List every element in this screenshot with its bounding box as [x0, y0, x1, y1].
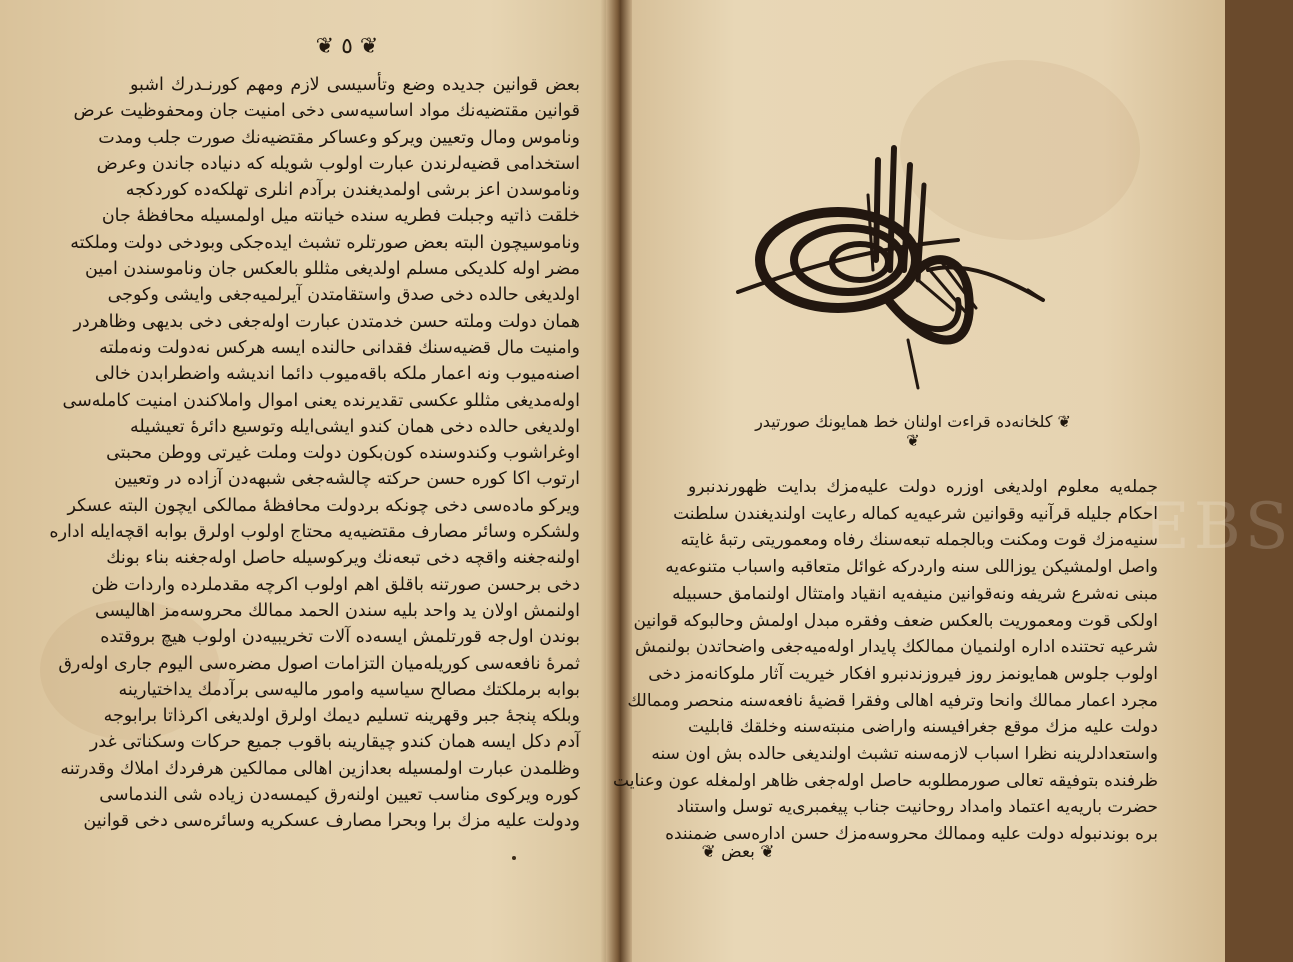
text-line: سنیه‌مزك قوت ومكنت وبالجمله تبعه‌سنك رفاه ومعموریتی رتبهٔ غایته — [680, 530, 1158, 551]
text-line: استخدامی قضیه‌لرندن عبارت اولوب شویله كه دنیاده جاندن وعرض — [96, 153, 580, 174]
text-line: مبنی نه‌شرع شریفه ونه‌قوانین منیفه‌یه انقیاد وامتثال اولنمامق حسبیله — [672, 583, 1158, 604]
page-number: ❦ ٥ ❦ — [315, 34, 379, 59]
text-line: جمله‌یه معلوم اولدیغی اوزره دولت علیه‌مزك بدایت ظهورندنبرو — [688, 477, 1158, 497]
text-line: واصل اولمشیكن یوزاللی سنه واردركه غوائل متعاقبه واسباب متنوعه‌یه — [665, 557, 1158, 578]
text-line: ودولت علیه مزك برا وبحرا مصارف عسكریه وسائره‌سی دخی قوانین — [83, 811, 580, 832]
text-line: ثمرهٔ نافعه‌سی كوریله‌میان التزامات اصول مضره‌سی الیوم جاری اوله‌رق — [58, 653, 580, 674]
text-line: مضر اوله كلدیكی مسلم اولدیغی مثللو بالعكس جان وناموسندن امین — [84, 259, 580, 280]
text-line: ارتوب اكا كوره حسن حركته چالشه‌جغی شبهه‌دن آزاده در وتعیین — [114, 469, 580, 490]
watermark: EBS — [1143, 490, 1293, 564]
text-line: وبلكه پنجهٔ جبر وقهرینه تسلیم دیمك اولرق اولدیغی اكرذاتا برابوجه — [103, 706, 580, 727]
left-page-text — [49, 72, 580, 835]
text-line: اولوب جلوس همایونمز روز فیروزندنبرو افكار خیریت آثار ملوكانه‌مز دخی — [648, 663, 1158, 684]
left-page — [0, 0, 612, 962]
right-page-text — [613, 474, 1158, 848]
text-line: قوانین مقتضیه‌نك مواد اساسیه‌سی دخی امنیت جان ومحفوظیت عرض — [73, 101, 580, 122]
text-line: آدم دكل ایسه همان كندو چیقارینه باقوب جمیع حركات وسكناتی غدر — [89, 732, 580, 753]
text-line: اصنه‌میوب ونه اعمار ملكه باقه‌میوب دائما اندیشه واضطرابدن خالی — [94, 364, 580, 385]
text-line: همان دولت وملته حسن خدمتدن عبارت اوله‌جغی دخی بدیهی وظاهردر — [73, 311, 580, 332]
text-line: ولشكره وسائر مصارف مقتضیه‌یه محتاج اولوب اولرق بوابه اقچه‌ایله اداره — [49, 522, 580, 543]
text-line: مجرد اعمار ممالك وانحا وترفیه اهالی وفقرا قضیهٔ نافعه‌سنه منحصر وممالك — [627, 690, 1158, 711]
text-line: وناموسیچون البته بعض صورتلره تشبث ایده‌جكی وبودخی دولت وملكته — [70, 232, 580, 253]
text-line: بوابه برملكتك مصالح سیاسیه وامور مالیه‌سی برآدمك یداختیارینه — [118, 679, 580, 700]
tughra-emblem — [728, 140, 1058, 395]
right-page — [613, 0, 1293, 962]
text-line: احكام جلیله قرآنیه وقوانین شرعیه‌یه كماله رعایت اولندیغندن سلطنت — [673, 503, 1158, 524]
text-line: واستعدادلرینه نظرا اسباب لازمه‌سنه تشبث اولندیغی حالده بش اون سنه — [651, 744, 1158, 765]
text-line: خلقت ذاتیه وجبلت فطریه سنده خیانته میل اولمسیله محافظهٔ جان — [101, 206, 580, 227]
text-line: وناموس ومال وتعیین ویركو وعساكر مقتضیه‌نك صورت جلب ومدت — [98, 127, 580, 148]
text-line: ویركو ماده‌سی دخی چونكه بردولت محافظهٔ ممالكی ایچون البته عسكر — [67, 495, 580, 516]
text-line: بره بوندنبوله دولت علیه وممالك محروسه‌مزك حسن اداره‌سی ضمننده — [665, 824, 1158, 845]
text-line: وناموسدن اعز برشی اولمدیغندن برآدم انلری تهلكه‌ده كوردكجه — [125, 180, 580, 201]
text-line: اوله‌مدیغی مثللو عكسی تقدیرنده یعنی اموال واملاكندن امنیت كامله‌سی — [62, 390, 580, 411]
text-line: دخی برحسن صورتنه باقلق اهم اولوب اكرچه مقدملرده واردات ظن — [91, 574, 580, 595]
text-line: ظرفنده بتوفیقه تعالی صورمطلوبه حاصل اوله‌جغی ظاهر اولمغله عون وعنایت — [613, 770, 1158, 791]
catchword: ❦ بعض ❦ — [701, 842, 775, 862]
text-line: اولنمش اولان ید واحد بلیه سندن الحمد ممالك محروسه‌مز اهالیسی — [94, 600, 580, 621]
text-line: اوغراشوب وكندوسنده كون‌بكون دولت وملت غیرتی ووطن محبتی — [106, 443, 580, 464]
text-line: اولكی قوت ومعموریت بالعكس ضعف وفقره مبدل اولمش وحالبوكه قوانین — [633, 610, 1158, 631]
text-line: بوندن اول‌جه قورتلمش ایسه‌ده آلات تخریبیه‌دن اولوب هیچ بروقتده — [100, 627, 580, 648]
text-line: شرعیه تحتنده اداره اولنمیان ممالكك پایدار اوله‌میه‌جغی واضحاتدن بولنمش — [635, 637, 1158, 658]
text-line: حضرت باریه‌یه اعتماد وامداد روحانیت جناب پیغمبری‌یه توسل واستناد — [676, 797, 1158, 818]
text-line: اولدیغی حالده دخی همان كندو ایشی‌ایله وتوسیع دائرهٔ تعیشیله — [130, 416, 580, 437]
text-line: دولت علیه مزك موقع جغرافیسنه واراضی منبته‌سنه وخلقك قابلیت — [688, 717, 1158, 738]
text-line: وامنیت مال قضیه‌سنك فقدانی حالنده ایسه هركس نه‌دولت ونه‌ملته — [99, 337, 580, 358]
text-line: كوره ویركوی مناسب تعیین اولنه‌رق كیمسه‌دن زیاده شی الندماسی — [99, 785, 580, 806]
text-line: اولدیغی حالده دخی صدق واستقامتدن آیرلمیه‌جغی وایشی وكوجی — [107, 285, 580, 306]
text-line: اولنه‌جغنه واقچه دخی تبعه‌نك ویركوسیله حاصل اوله‌جغنه بناء بونك — [106, 548, 580, 569]
ink-dot — [512, 856, 516, 860]
text-line: بعض قوانین جدیده وضع وتأسیسی لازم ومهم کورنـدرك اشبو — [130, 75, 580, 95]
tughra-caption: ❦ كلخانه‌ده قراءت اولنان خط همایونك صورتیدر ❦ — [755, 412, 1071, 450]
text-line: وظلمدن عبارت اولمسیله بعدازین اهالی ممالكین هرفردك املاك وقدرتنه — [60, 758, 580, 779]
